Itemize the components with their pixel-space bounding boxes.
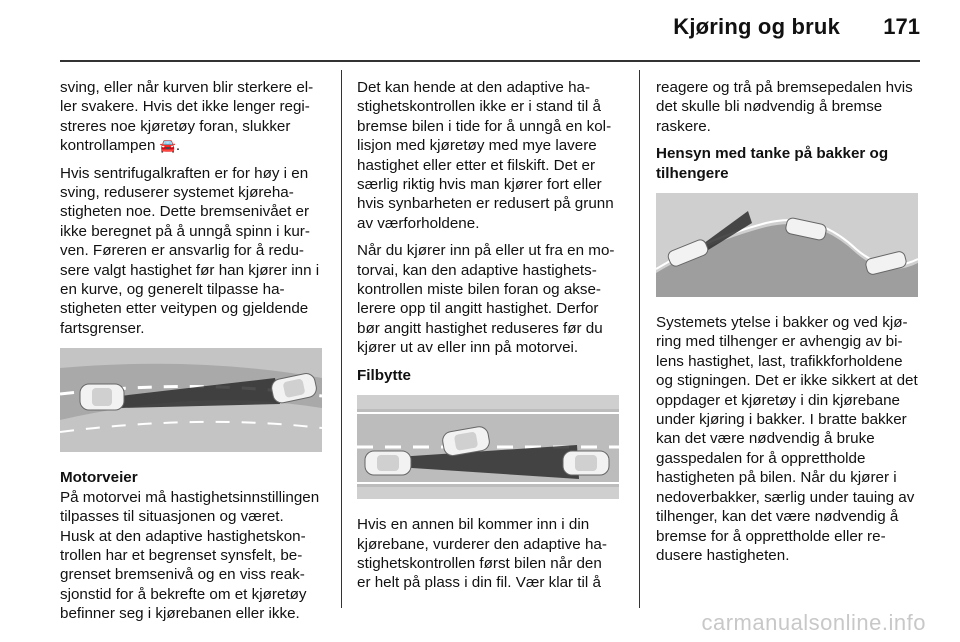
paragraph-text: sving, eller når kurven blir sterkere eller svakere. Hvis det ikke lenger registreres noe kjøretøy foran, slukker kontrollampen bbox=[60, 79, 314, 155]
paragraph: Når du kjører inn på eller ut fra en motorvai, kan den adaptive hastighetskontrollen miste bilen foran og akselerere opp til angitt hastighet. Derfor bør angitt hastighet reduseres før du kjører ut av eller inn på motorvei. bbox=[357, 242, 615, 357]
column-divider bbox=[341, 70, 342, 608]
paragraph: Hvis en annen bil kommer inn i din kjørebane, vurderer den adaptive hastighetskontrollen først bilen når den er helt på plass i din fil. Vær klar til å bbox=[357, 516, 607, 592]
column-3 bbox=[656, 78, 918, 573]
paragraph: Systemets ytelse i bakker og ved kjøring med tilhenger er avhengig av bilens hastighet, last, trafikkforholdene og stigningen. Det er ikke sikkert at det oppdager et kjøretøy i din kjørebane under kjøring i bakker. I bratte bakker kan det være nødvendig å bruke gasspedalen for å opprettholde hastigheten på bilen. Når du kjører i nedoverbakker, særlig under tauing av tilhenger, kan det være nødvendig å bremse for å opprettholde eller redusere hastigheten. bbox=[656, 314, 918, 564]
hills-illustration bbox=[656, 193, 918, 297]
lane-change-svg bbox=[357, 395, 619, 499]
watermark: carmanualsonline.info bbox=[701, 610, 926, 635]
car-ahead bbox=[563, 451, 609, 475]
hills-svg bbox=[656, 193, 918, 297]
car-icon: 🚘 bbox=[159, 138, 176, 154]
paragraph bbox=[60, 78, 322, 156]
section-heading: Filbytte bbox=[357, 366, 412, 384]
section-heading: Hensyn med tanke på bakker og tilhengere bbox=[656, 145, 889, 182]
car-own bbox=[80, 384, 124, 410]
lane-change-illustration bbox=[357, 395, 619, 499]
car-own bbox=[365, 451, 411, 475]
header-rule bbox=[60, 60, 920, 62]
paragraph: Hvis sentrifugalkraften er for høy i en sving, reduserer systemet kjørehastigheten noe. Dette bremsenivået er ikke beregnet på å unngå spinn i kurven. Føreren er ansvarlig for å redusere valgt hastighet før han kjører inn i en kurve, og generelt tilpasse hastigheten etter veitypen og gjeldende fartsgrenser. bbox=[60, 164, 320, 337]
paragraph: Det kan hende at den adaptive hastighetskontrollen ikke er i stand til å bremse bilen i tide for å unngå en kollisjon med kjøretøy med mye lavere hastighet eller etter et filskift. Det er særlig riktig hvis man kjører fort eller hvis synbarheten er redusert på grunn av værforholdene. bbox=[357, 79, 614, 232]
curve-illustration-svg bbox=[60, 348, 322, 452]
column-2 bbox=[357, 78, 619, 601]
column-1 bbox=[60, 78, 322, 632]
section-heading: Motorveier bbox=[60, 469, 138, 487]
paragraph-end: . bbox=[175, 137, 181, 155]
paragraph: reagere og trå på bremsepedalen hvis det skulle bli nødvendig å bremse raskere. bbox=[656, 79, 913, 135]
curve-illustration bbox=[60, 348, 322, 452]
section-title: Kjøring og bruk bbox=[673, 14, 840, 39]
paragraph: På motorvei må hastighetsinnstillingen tilpasses til situasjonen og været. Husk at den adaptive hastighetskontrollen har et begrenset synsfelt, begrenset bremsenivå og en viss reaksjonstid for å bekrefte om et kjøretøy befinner seg i kjørebanen eller ikke. bbox=[60, 488, 320, 623]
page-number: 171 bbox=[883, 14, 920, 39]
column-divider bbox=[639, 70, 640, 608]
